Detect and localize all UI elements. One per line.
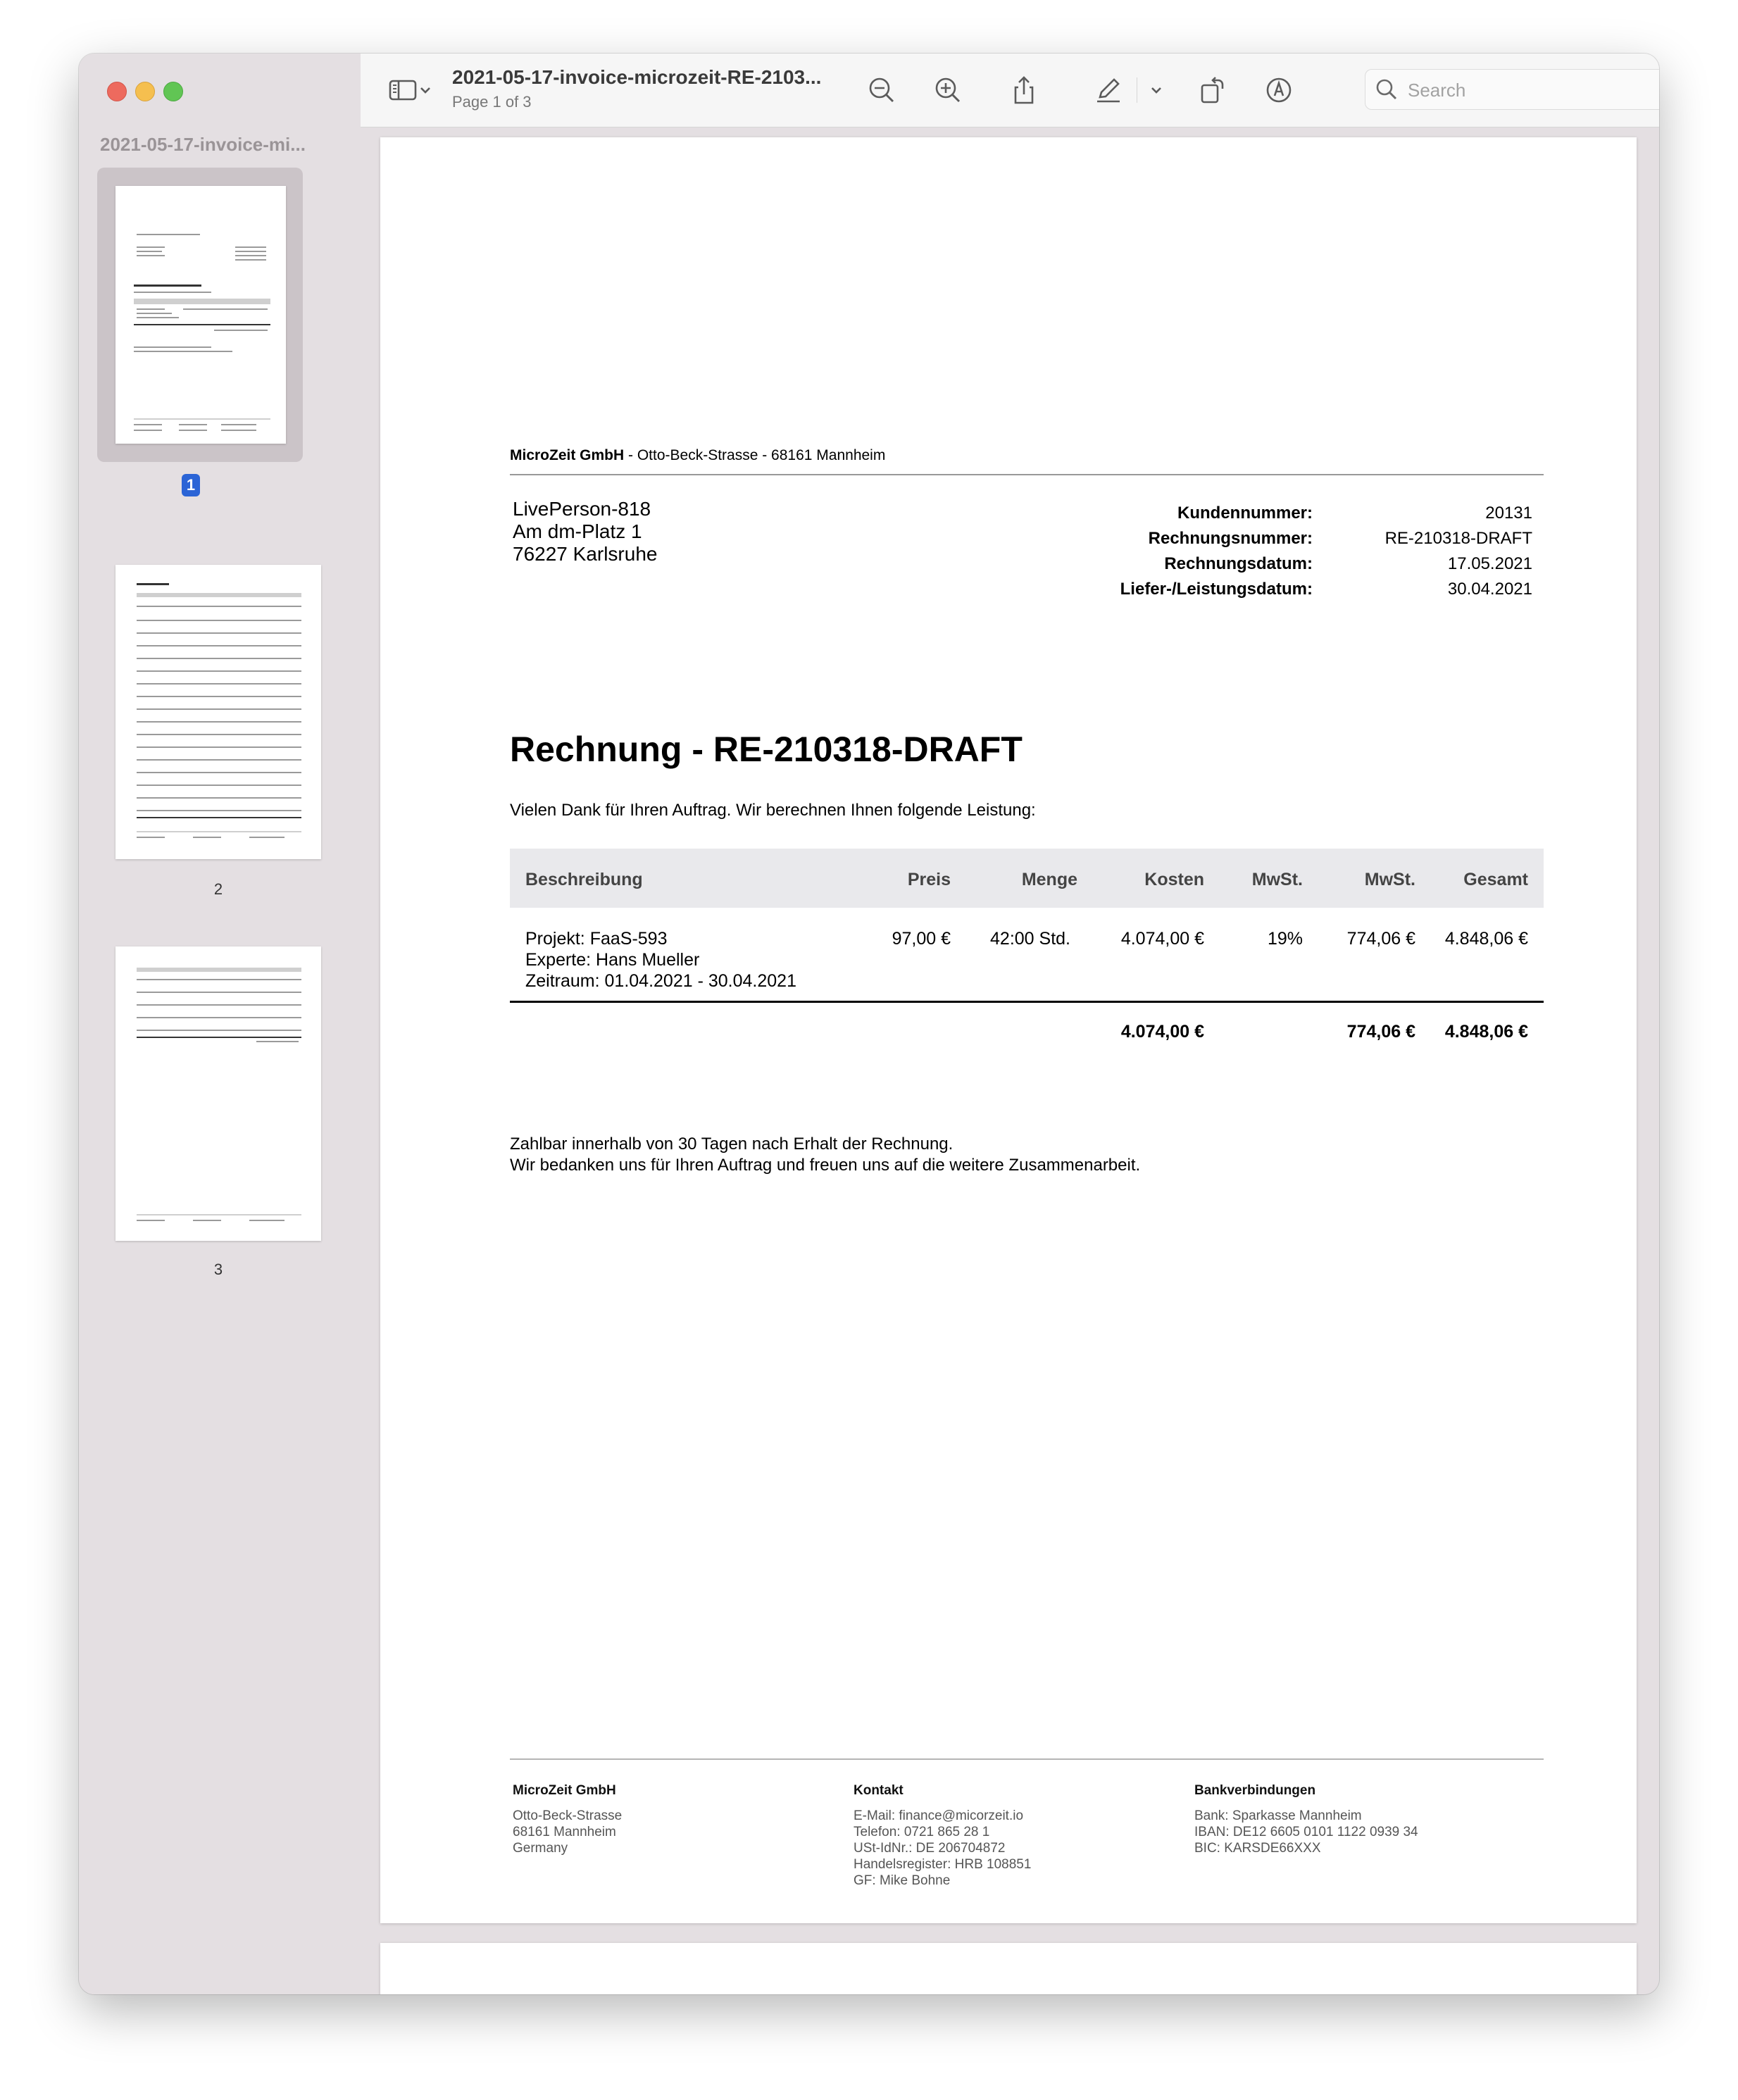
footer-line: BIC: KARSDE66XXX	[1194, 1841, 1321, 1856]
zoom-in-icon[interactable]	[931, 73, 965, 107]
preview-window	[79, 54, 1659, 1994]
meta-label: Kundennummer:	[1177, 504, 1313, 523]
row-total: 4.848,06 €	[1444, 929, 1528, 949]
footer-line: GF: Mike Bohne	[854, 1873, 951, 1888]
sender-address: - Otto-Beck-Strasse - 68161 Mannheim	[624, 447, 886, 463]
chevron-down-icon[interactable]	[1148, 73, 1165, 107]
footer-line: Germany	[513, 1841, 568, 1856]
column-header: MwSt.	[1364, 870, 1415, 889]
divider	[510, 474, 1544, 475]
page-number-label: 3	[213, 1261, 223, 1278]
meta-label: Rechnungsdatum:	[1164, 554, 1313, 573]
column-header: Menge	[1021, 870, 1077, 889]
minimize-window-button[interactable]	[135, 82, 155, 101]
row-description-line: Experte: Hans Mueller	[525, 950, 700, 970]
annotate-icon[interactable]	[1262, 73, 1296, 107]
recipient-line: 76227 Karlsruhe	[513, 543, 658, 565]
payment-terms: Zahlbar innerhalb von 30 Tagen nach Erhalt der Rechnung.	[510, 1135, 954, 1154]
meta-value: 17.05.2021	[1447, 554, 1532, 573]
column-header: Preis	[907, 870, 951, 889]
footer-line: Otto-Beck-Strasse	[513, 1808, 623, 1823]
page-thumbnail-3[interactable]	[115, 946, 321, 1241]
closing-remark: Wir bedanken uns für Ihren Auftrag und freuen uns auf die weitere Zusammenarbeit.	[510, 1156, 1141, 1175]
footer-heading: MicroZeit GmbH	[513, 1783, 616, 1798]
sender-company: MicroZeit GmbH	[510, 447, 625, 463]
toolbar	[361, 54, 1659, 127]
total-cost: 4.074,00 €	[1120, 1022, 1204, 1042]
column-header: MwSt.	[1251, 870, 1303, 889]
row-description-line: Zeitraum: 01.04.2021 - 30.04.2021	[525, 971, 796, 991]
column-header: Kosten	[1144, 870, 1204, 889]
footer-line: 68161 Mannheim	[513, 1825, 616, 1839]
row-description-line: Projekt: FaaS-593	[525, 929, 668, 949]
search-placeholder: Search	[1408, 80, 1466, 101]
page-indicator: Page 1 of 3	[452, 93, 532, 111]
meta-value: RE-210318-DRAFT	[1384, 529, 1532, 548]
footer-line: Handelsregister: HRB 108851	[854, 1857, 1032, 1872]
sidebar-document-title: 2021-05-17-invoice-mi...	[100, 134, 306, 155]
meta-value: 30.04.2021	[1447, 580, 1532, 599]
invoice-intro: Vielen Dank für Ihren Auftrag. Wir berechnen Ihnen folgende Leistung:	[510, 801, 1036, 820]
zoom-window-button[interactable]	[163, 82, 183, 101]
meta-value: 20131	[1485, 504, 1532, 523]
chevron-down-icon[interactable]	[417, 73, 434, 107]
recipient-line: LivePerson-818	[513, 498, 651, 520]
meta-label: Rechnungsnummer:	[1148, 529, 1313, 548]
column-header: Beschreibung	[525, 870, 643, 889]
footer-contact	[854, 1782, 1031, 1889]
row-cost: 4.074,00 €	[1120, 929, 1204, 949]
close-window-button[interactable]	[107, 82, 127, 101]
footer-heading: Kontakt	[854, 1783, 904, 1798]
totals-rule	[510, 1001, 1544, 1003]
search-icon	[1374, 77, 1399, 102]
row-price: 97,00 €	[892, 929, 951, 949]
meta-label: Liefer-/Leistungsdatum:	[1120, 580, 1313, 599]
invoice-title: Rechnung - RE-210318-DRAFT	[510, 730, 1023, 769]
invoice-page-1	[380, 137, 1637, 1923]
sender-line	[510, 447, 885, 464]
rotate-icon[interactable]	[1196, 73, 1230, 107]
invoice-page-2	[380, 1943, 1637, 1994]
page-thumbnail-1[interactable]	[97, 168, 303, 462]
total-gross: 4.848,06 €	[1444, 1022, 1528, 1042]
footer-line: Telefon: 0721 865 28 1	[854, 1825, 990, 1839]
footer-company	[513, 1782, 622, 1856]
recipient-line: Am dm-Platz 1	[513, 520, 642, 542]
search-field[interactable]	[1365, 69, 1659, 110]
footer-divider	[510, 1758, 1544, 1760]
row-vat-amount: 774,06 €	[1346, 929, 1415, 949]
row-vat-rate: 19%	[1267, 929, 1303, 949]
page-number-label: 2	[213, 880, 223, 898]
total-vat: 774,06 €	[1346, 1022, 1415, 1042]
document-title: 2021-05-17-invoice-microzeit-RE-2103...	[452, 66, 822, 88]
document-viewer[interactable]	[361, 127, 1659, 1994]
page-number-label: 1	[182, 474, 200, 496]
table-header	[510, 849, 1544, 908]
thumbnail-preview	[115, 186, 286, 444]
markup-pen-icon[interactable]	[1092, 73, 1125, 107]
page-thumbnail-2[interactable]	[115, 565, 321, 859]
share-icon[interactable]	[1007, 73, 1041, 107]
footer-bank	[1194, 1782, 1418, 1856]
zoom-out-icon[interactable]	[865, 73, 899, 107]
thumbnail-sidebar	[79, 54, 361, 1994]
footer-line: Bank: Sparkasse Mannheim	[1194, 1808, 1362, 1823]
footer-line: E-Mail: finance@micorzeit.io	[854, 1808, 1024, 1823]
sidebar-icon[interactable]	[386, 73, 420, 107]
footer-line: USt-IdNr.: DE 206704872	[854, 1841, 1006, 1856]
footer-heading: Bankverbindungen	[1194, 1783, 1316, 1798]
column-header: Gesamt	[1463, 870, 1528, 889]
footer-line: IBAN: DE12 6605 0101 1122 0939 34	[1194, 1825, 1418, 1839]
row-quantity: 42:00 Std.	[990, 929, 1070, 949]
